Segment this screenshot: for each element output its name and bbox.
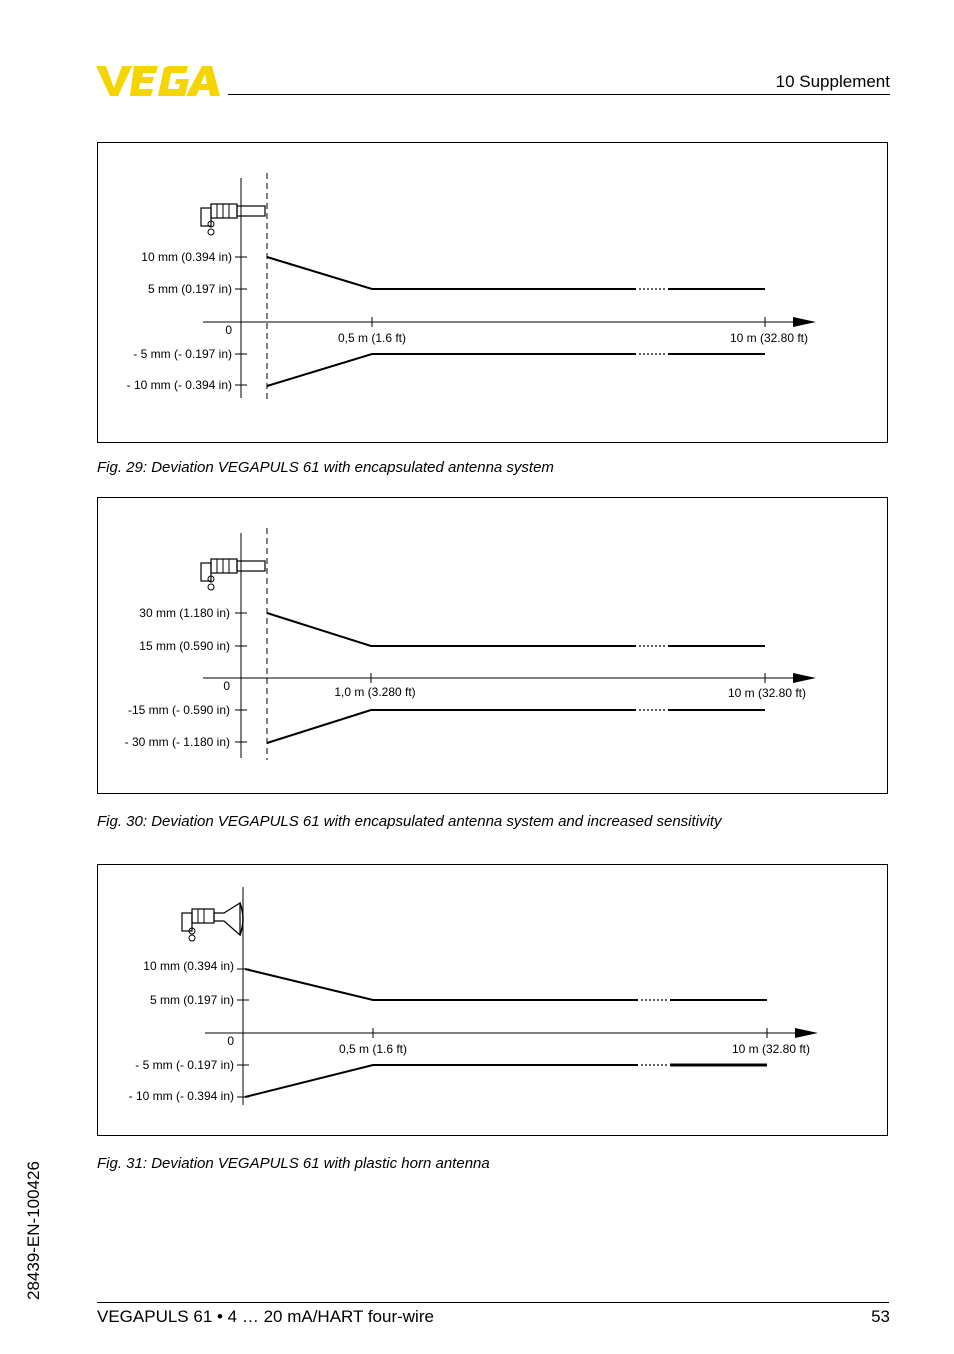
footer-rule xyxy=(97,1302,889,1303)
y-label: 5 mm (0.197 in) xyxy=(147,282,232,296)
x-label: 0,5 m (1.6 ft) xyxy=(337,331,407,345)
figure-31 xyxy=(97,864,888,1136)
y-label: -15 mm (- 0.590 in) xyxy=(127,703,230,717)
x-label: 10 m (32.80 ft) xyxy=(729,331,808,345)
deviation-graph xyxy=(98,143,889,444)
deviation-graph xyxy=(98,498,889,795)
y-label: 5 mm (0.197 in) xyxy=(149,993,234,1007)
x-label: 0,5 m (1.6 ft) xyxy=(338,1042,408,1056)
horn-antenna-icon xyxy=(182,903,243,941)
y-label: - 30 mm (- 1.180 in) xyxy=(124,735,230,749)
y-label: - 10 mm (- 0.394 in) xyxy=(128,1089,234,1103)
y-label: 0 xyxy=(227,1034,234,1048)
figure-29 xyxy=(97,142,888,443)
x-label: 10 m (32.80 ft) xyxy=(727,686,806,700)
figure-30 xyxy=(97,497,888,794)
section-title: 10 Supplement xyxy=(775,72,890,91)
y-label: 30 mm (1.180 in) xyxy=(139,606,230,620)
figure-caption: Fig. 29: Deviation VEGAPULS 61 with encapsulated antenna system xyxy=(97,459,554,476)
vega-logo xyxy=(96,64,220,98)
x-label: 1,0 m (3.280 ft) xyxy=(334,685,416,699)
footer-product: VEGAPULS 61 • 4 … 20 mA/HART four-wire xyxy=(97,1307,434,1326)
x-label: 10 m (32.80 ft) xyxy=(731,1042,810,1056)
y-label: 0 xyxy=(225,323,232,337)
document-id: 28439-EN-100426 xyxy=(24,1161,43,1300)
y-label: 0 xyxy=(223,679,230,693)
y-label: - 5 mm (- 0.197 in) xyxy=(133,347,232,361)
figure-caption: Fig. 30: Deviation VEGAPULS 61 with encapsulated antenna system and increased sensitivity xyxy=(97,813,722,830)
header-rule xyxy=(228,94,890,95)
figure-caption: Fig. 31: Deviation VEGAPULS 61 with plastic horn antenna xyxy=(97,1155,490,1172)
page-number: 53 xyxy=(871,1307,890,1326)
y-label: - 10 mm (- 0.394 in) xyxy=(126,378,232,392)
y-label: 10 mm (0.394 in) xyxy=(143,959,234,973)
y-label: 10 mm (0.394 in) xyxy=(141,250,232,264)
deviation-graph xyxy=(98,865,889,1137)
y-label: - 5 mm (- 0.197 in) xyxy=(135,1058,234,1072)
y-label: 15 mm (0.590 in) xyxy=(139,639,230,653)
